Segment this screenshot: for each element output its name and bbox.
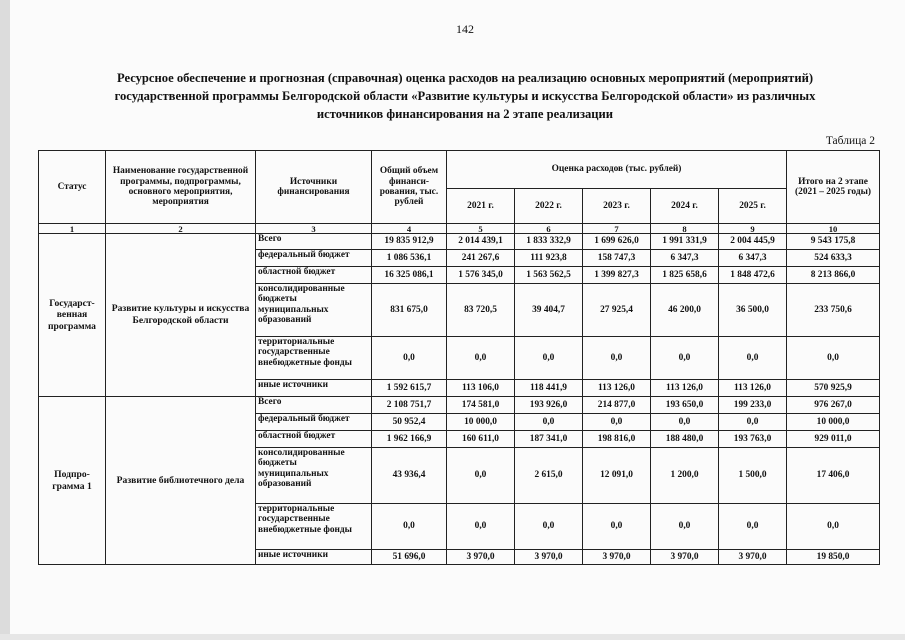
title-line-1: Ресурсное обеспечение и прогнозная (справочная) оценка расходов на реализацию основных мероприятий (мероприятий)	[116, 71, 814, 85]
table-row	[39, 234, 880, 250]
sum-value: 8 213 866,0	[787, 267, 880, 284]
sum-value: 233 750,6	[787, 284, 880, 337]
year-value: 1 833 332,9	[515, 234, 583, 250]
year-value: 1 825 658,6	[651, 267, 719, 284]
year-value: 187 341,0	[515, 431, 583, 448]
year-value: 174 581,0	[447, 397, 515, 414]
total-value: 16 325 086,1	[372, 267, 447, 284]
table-row	[39, 397, 880, 414]
total-value: 2 108 751,7	[372, 397, 447, 414]
year-value: 0,0	[719, 414, 787, 431]
year-value: 193 763,0	[719, 431, 787, 448]
document-title	[40, 69, 890, 123]
year-value: 241 267,6	[447, 250, 515, 267]
year-value: 111 923,8	[515, 250, 583, 267]
column-number: 1	[39, 224, 106, 234]
funding-source: федеральный бюджет	[256, 250, 372, 267]
column-number-row	[39, 224, 880, 234]
year-value: 0,0	[515, 414, 583, 431]
header-estimate: Оценка расходов (тыс. рублей)	[447, 151, 787, 189]
sum-value: 17 406,0	[787, 448, 880, 504]
year-value: 46 200,0	[651, 284, 719, 337]
year-value: 0,0	[719, 504, 787, 550]
year-value: 6 347,3	[651, 250, 719, 267]
year-value: 188 480,0	[651, 431, 719, 448]
column-number: 4	[372, 224, 447, 234]
year-value: 0,0	[447, 504, 515, 550]
year-value: 0,0	[515, 337, 583, 380]
funding-source: консолидированные бюджеты муниципальных образований	[256, 284, 372, 337]
total-value: 1 962 166,9	[372, 431, 447, 448]
year-value: 12 091,0	[583, 448, 651, 504]
year-value: 0,0	[651, 504, 719, 550]
column-number: 7	[583, 224, 651, 234]
year-value: 83 720,5	[447, 284, 515, 337]
column-number: 10	[787, 224, 880, 234]
column-number: 5	[447, 224, 515, 234]
group-program-name: Развитие культуры и искусства Белгородской области	[106, 234, 256, 397]
column-number: 3	[256, 224, 372, 234]
sum-value: 976 267,0	[787, 397, 880, 414]
total-value: 19 835 912,9	[372, 234, 447, 250]
year-value: 2 615,0	[515, 448, 583, 504]
funding-source: территориальные государственные внебюджетные фонды	[256, 504, 372, 550]
year-value: 0,0	[447, 337, 515, 380]
total-value: 0,0	[372, 337, 447, 380]
funding-source: федеральный бюджет	[256, 414, 372, 431]
year-value: 158 747,3	[583, 250, 651, 267]
year-value: 193 926,0	[515, 397, 583, 414]
header-status: Статус	[39, 151, 106, 224]
funding-source: областной бюджет	[256, 267, 372, 284]
table-caption: Таблица 2	[825, 135, 875, 147]
scan-left-edge	[0, 0, 10, 640]
year-value: 0,0	[583, 414, 651, 431]
header-year: 2022 г.	[515, 189, 583, 224]
column-number: 9	[719, 224, 787, 234]
header-total: Общий объем финанси-рования, тыс. рублей	[372, 151, 447, 224]
year-value: 36 500,0	[719, 284, 787, 337]
column-number: 2	[106, 224, 256, 234]
funding-source: территориальные государственные внебюджетные фонды	[256, 337, 372, 380]
sum-value: 0,0	[787, 504, 880, 550]
year-value: 39 404,7	[515, 284, 583, 337]
year-value: 1 848 472,6	[719, 267, 787, 284]
year-value: 3 970,0	[583, 550, 651, 565]
year-value: 0,0	[651, 337, 719, 380]
year-value: 1 563 562,5	[515, 267, 583, 284]
group-program-name: Развитие библиотечного дела	[106, 397, 256, 565]
year-value: 6 347,3	[719, 250, 787, 267]
year-value: 199 233,0	[719, 397, 787, 414]
year-value: 1 991 331,9	[651, 234, 719, 250]
year-value: 113 126,0	[719, 380, 787, 397]
sum-value: 19 850,0	[787, 550, 880, 565]
column-number: 8	[651, 224, 719, 234]
header-year: 2023 г.	[583, 189, 651, 224]
year-value: 0,0	[719, 337, 787, 380]
year-value: 113 126,0	[583, 380, 651, 397]
year-value: 10 000,0	[447, 414, 515, 431]
year-value: 118 441,9	[515, 380, 583, 397]
year-value: 3 970,0	[651, 550, 719, 565]
year-value: 0,0	[515, 504, 583, 550]
year-value: 0,0	[583, 337, 651, 380]
sum-value: 570 925,9	[787, 380, 880, 397]
sum-value: 929 011,0	[787, 431, 880, 448]
year-value: 1 699 626,0	[583, 234, 651, 250]
sum-value: 524 633,3	[787, 250, 880, 267]
funding-source: Всего	[256, 397, 372, 414]
funding-source: консолидированные бюджеты муниципальных образований	[256, 448, 372, 504]
year-value: 0,0	[447, 448, 515, 504]
year-value: 1 399 827,3	[583, 267, 651, 284]
sum-value: 9 543 175,8	[787, 234, 880, 250]
year-value: 1 200,0	[651, 448, 719, 504]
group-status: Государст-венная программа	[39, 234, 106, 397]
funding-source: иные источники	[256, 550, 372, 565]
header-year: 2024 г.	[651, 189, 719, 224]
total-value: 51 696,0	[372, 550, 447, 565]
header-year: 2021 г.	[447, 189, 515, 224]
table-header	[39, 151, 880, 234]
funding-source: иные источники	[256, 380, 372, 397]
total-value: 831 675,0	[372, 284, 447, 337]
year-value: 3 970,0	[719, 550, 787, 565]
total-value: 50 952,4	[372, 414, 447, 431]
year-value: 1 576 345,0	[447, 267, 515, 284]
budget-table	[38, 150, 880, 565]
year-value: 1 500,0	[719, 448, 787, 504]
group-status: Подпро-грамма 1	[39, 397, 106, 565]
year-value: 113 126,0	[651, 380, 719, 397]
header-year: 2025 г.	[719, 189, 787, 224]
year-value: 3 970,0	[447, 550, 515, 565]
header-sources: Источники финансирования	[256, 151, 372, 224]
header-name: Наименование государственной программы, подпрограммы, основного мероприятия, мероприятия	[106, 151, 256, 224]
funding-source: Всего	[256, 234, 372, 250]
year-value: 113 106,0	[447, 380, 515, 397]
title-line-3: источников финансирования на 2 этапе реализации	[316, 107, 614, 121]
year-value: 0,0	[651, 414, 719, 431]
title-line-2: государственной программы Белгородской области «Развитие культуры и искусства Белгородской области» из различных	[114, 89, 816, 103]
year-value: 193 650,0	[651, 397, 719, 414]
year-value: 214 877,0	[583, 397, 651, 414]
sum-value: 10 000,0	[787, 414, 880, 431]
year-value: 198 816,0	[583, 431, 651, 448]
page-number: 142	[456, 22, 474, 36]
header-grand-total: Итого на 2 этапе (2021 – 2025 годы)	[787, 151, 880, 224]
total-value: 0,0	[372, 504, 447, 550]
year-value: 27 925,4	[583, 284, 651, 337]
table-body	[39, 234, 880, 565]
column-number: 6	[515, 224, 583, 234]
scan-bottom-edge	[0, 634, 905, 640]
total-value: 1 592 615,7	[372, 380, 447, 397]
year-value: 3 970,0	[515, 550, 583, 565]
total-value: 43 936,4	[372, 448, 447, 504]
year-value: 2 004 445,9	[719, 234, 787, 250]
total-value: 1 086 536,1	[372, 250, 447, 267]
year-value: 0,0	[583, 504, 651, 550]
year-value: 160 611,0	[447, 431, 515, 448]
sum-value: 0,0	[787, 337, 880, 380]
funding-source: областной бюджет	[256, 431, 372, 448]
year-value: 2 014 439,1	[447, 234, 515, 250]
